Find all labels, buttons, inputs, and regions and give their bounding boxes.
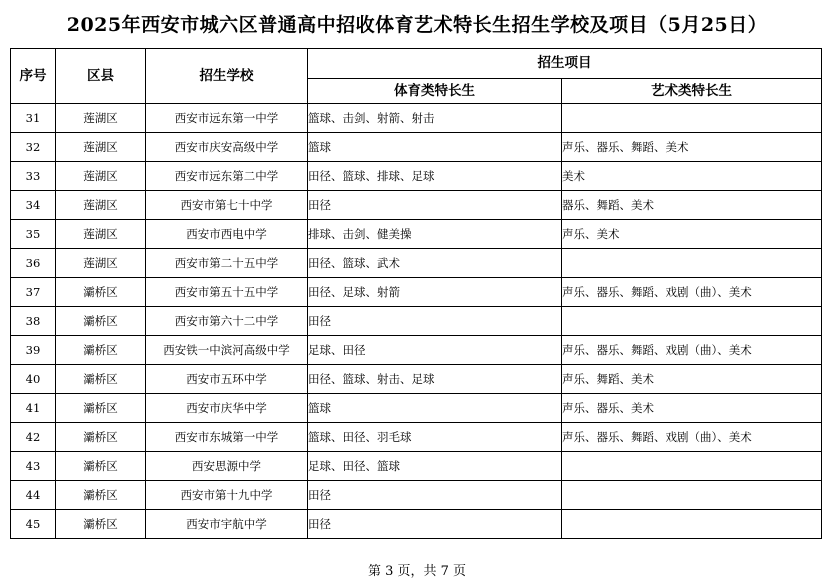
schools-table	[10, 48, 822, 539]
table-row	[11, 278, 822, 307]
table-row	[11, 307, 822, 336]
cell-arts	[562, 104, 822, 133]
cell-sports: 田径、篮球、排球、足球	[308, 162, 562, 191]
cell-sports: 田径、足球、射箭	[308, 278, 562, 307]
cell-school: 西安市第五十五中学	[146, 278, 308, 307]
cell-seq: 31	[11, 104, 56, 133]
cell-district: 灞桥区	[56, 510, 146, 539]
cell-sports: 田径	[308, 481, 562, 510]
header-arts: 艺术类特长生	[562, 79, 822, 104]
cell-sports: 篮球	[308, 394, 562, 423]
table-row	[11, 452, 822, 481]
cell-arts: 声乐、器乐、舞蹈、美术	[562, 133, 822, 162]
page-title: 2025年西安市城六区普通高中招收体育艺术特长生招生学校及项目（5月25日）	[66, 14, 768, 36]
cell-school: 西安铁一中滨河高级中学	[146, 336, 308, 365]
table-row	[11, 162, 822, 191]
cell-district: 灞桥区	[56, 481, 146, 510]
cell-arts	[562, 452, 822, 481]
header-sports: 体育类特长生	[308, 79, 562, 104]
cell-district: 莲湖区	[56, 191, 146, 220]
cell-district: 莲湖区	[56, 220, 146, 249]
cell-school: 西安市第六十二中学	[146, 307, 308, 336]
cell-district: 灞桥区	[56, 365, 146, 394]
cell-school: 西安市西电中学	[146, 220, 308, 249]
table-row	[11, 394, 822, 423]
cell-school: 西安市第七十中学	[146, 191, 308, 220]
cell-district: 灞桥区	[56, 394, 146, 423]
cell-sports: 篮球	[308, 133, 562, 162]
cell-sports: 足球、田径、篮球	[308, 452, 562, 481]
cell-district: 灞桥区	[56, 423, 146, 452]
cell-arts: 声乐、器乐、舞蹈、戏剧（曲）、美术	[562, 423, 822, 452]
cell-sports: 足球、田径	[308, 336, 562, 365]
cell-school: 西安市庆华中学	[146, 394, 308, 423]
cell-district: 灞桥区	[56, 307, 146, 336]
table-row	[11, 423, 822, 452]
cell-arts: 声乐、器乐、舞蹈、戏剧（曲）、美术	[562, 336, 822, 365]
cell-sports: 田径、篮球、武术	[308, 249, 562, 278]
cell-arts	[562, 249, 822, 278]
cell-seq: 37	[11, 278, 56, 307]
cell-district: 莲湖区	[56, 104, 146, 133]
cell-district: 莲湖区	[56, 162, 146, 191]
table-row	[11, 191, 822, 220]
cell-arts	[562, 307, 822, 336]
table-row	[11, 249, 822, 278]
cell-arts	[562, 481, 822, 510]
cell-school: 西安市五环中学	[146, 365, 308, 394]
cell-school: 西安市宇航中学	[146, 510, 308, 539]
cell-sports: 排球、击剑、健美操	[308, 220, 562, 249]
table-row	[11, 220, 822, 249]
header-school: 招生学校	[146, 49, 308, 104]
cell-seq: 38	[11, 307, 56, 336]
page-footer: 第 3 页，共 7 页	[367, 564, 467, 579]
cell-school: 西安市第十九中学	[146, 481, 308, 510]
header-district: 区县	[56, 49, 146, 104]
cell-arts: 声乐、器乐、美术	[562, 394, 822, 423]
cell-seq: 34	[11, 191, 56, 220]
cell-arts: 声乐、舞蹈、美术	[562, 365, 822, 394]
cell-school: 西安市远东第二中学	[146, 162, 308, 191]
cell-district: 莲湖区	[56, 249, 146, 278]
cell-seq: 45	[11, 510, 56, 539]
header-seq: 序号	[11, 49, 56, 104]
cell-seq: 32	[11, 133, 56, 162]
table-row	[11, 336, 822, 365]
cell-district: 灞桥区	[56, 278, 146, 307]
table-row	[11, 481, 822, 510]
cell-arts: 声乐、美术	[562, 220, 822, 249]
cell-seq: 33	[11, 162, 56, 191]
cell-district: 灞桥区	[56, 452, 146, 481]
cell-seq: 43	[11, 452, 56, 481]
cell-sports: 篮球、田径、羽毛球	[308, 423, 562, 452]
cell-school: 西安市第二十五中学	[146, 249, 308, 278]
cell-school: 西安市远东第一中学	[146, 104, 308, 133]
cell-seq: 42	[11, 423, 56, 452]
cell-seq: 39	[11, 336, 56, 365]
cell-arts	[562, 510, 822, 539]
cell-seq: 41	[11, 394, 56, 423]
cell-seq: 40	[11, 365, 56, 394]
cell-seq: 36	[11, 249, 56, 278]
cell-sports: 田径	[308, 191, 562, 220]
table-row	[11, 365, 822, 394]
cell-sports: 田径	[308, 307, 562, 336]
table-row	[11, 104, 822, 133]
cell-school: 西安思源中学	[146, 452, 308, 481]
cell-district: 灞桥区	[56, 336, 146, 365]
cell-sports: 田径	[308, 510, 562, 539]
cell-seq: 44	[11, 481, 56, 510]
cell-school: 西安市东城第一中学	[146, 423, 308, 452]
cell-sports: 田径、篮球、射击、足球	[308, 365, 562, 394]
header-items: 招生项目	[308, 49, 822, 79]
cell-seq: 35	[11, 220, 56, 249]
table-row	[11, 133, 822, 162]
cell-arts: 美术	[562, 162, 822, 191]
cell-arts: 声乐、器乐、舞蹈、戏剧（曲）、美术	[562, 278, 822, 307]
cell-district: 莲湖区	[56, 133, 146, 162]
cell-arts: 器乐、舞蹈、美术	[562, 191, 822, 220]
cell-school: 西安市庆安高级中学	[146, 133, 308, 162]
cell-sports: 篮球、击剑、射箭、射击	[308, 104, 562, 133]
table-row	[11, 510, 822, 539]
